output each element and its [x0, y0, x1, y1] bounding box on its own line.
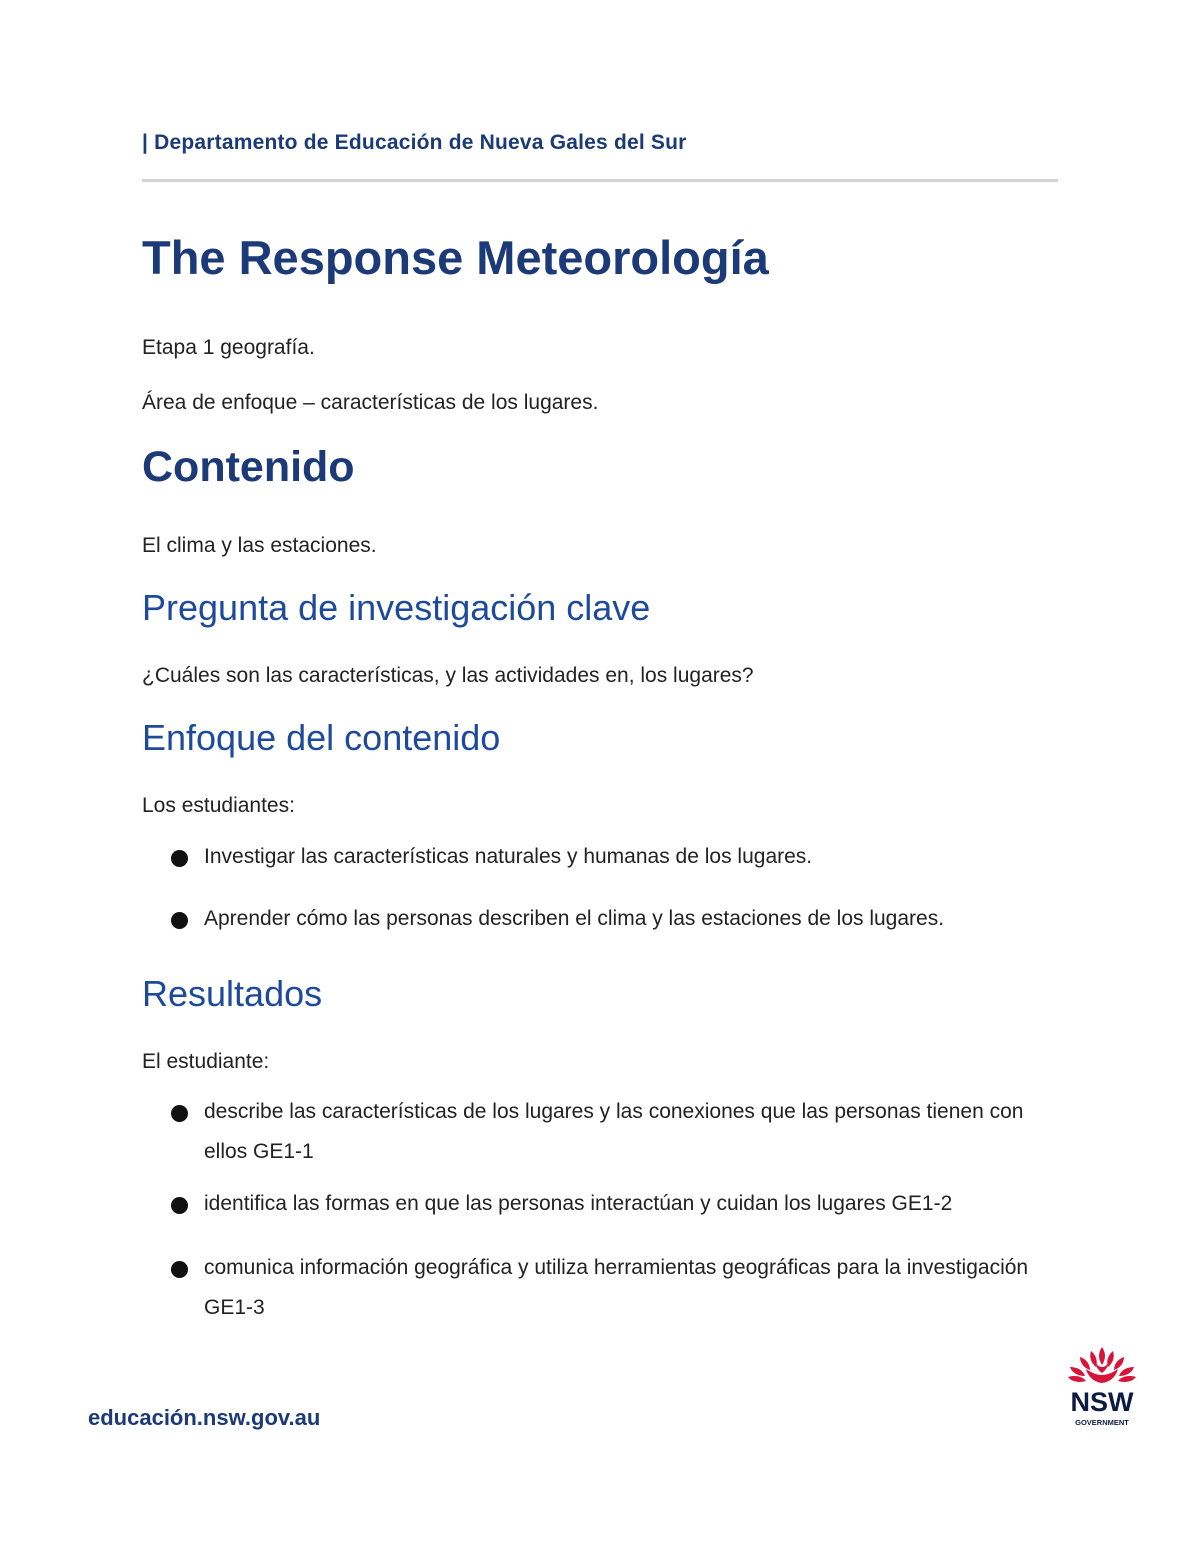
- list-item: identifica las formas en que las personas interactúan y cuidan los lugares GE1-2: [204, 1192, 953, 1215]
- bullet-icon: [171, 850, 188, 867]
- enfoque-intro: Los estudiantes:: [142, 794, 295, 817]
- enfoque-heading: Enfoque del contenido: [142, 717, 501, 758]
- contenido-text: El clima y las estaciones.: [142, 534, 377, 557]
- bullet-icon: [171, 1105, 188, 1122]
- website-link[interactable]: educación.nsw.gov.au: [88, 1405, 321, 1430]
- pregunta-heading: Pregunta de investigación clave: [142, 587, 651, 628]
- stage-text: Etapa 1 geografía.: [142, 336, 315, 359]
- pregunta-text: ¿Cuáles son las características, y las actividades en, los lugares?: [142, 664, 754, 687]
- list-item: Investigar las características naturales y humanas de los lugares.: [204, 845, 813, 868]
- contenido-heading: Contenido: [142, 443, 355, 491]
- resultados-heading: Resultados: [142, 973, 323, 1014]
- bullet-icon: [171, 1261, 188, 1278]
- resultados-intro: El estudiante:: [142, 1050, 270, 1073]
- focus-area-text: Área de enfoque – características de los lugares.: [142, 391, 599, 414]
- bullet-icon: [171, 1197, 188, 1214]
- nsw-waratah-logo-icon: [1058, 1345, 1146, 1435]
- department-header: | Departamento de Educación de Nueva Gales del Sur: [142, 131, 687, 154]
- list-item: Aprender cómo las personas describen el clima y las estaciones de los lugares.: [204, 907, 945, 930]
- government-logo-text: GOVERNMENT: [1075, 1418, 1129, 1427]
- nsw-logo-text: NSW: [1070, 1387, 1134, 1417]
- header-divider: [142, 179, 1058, 182]
- bullet-icon: [171, 912, 188, 929]
- page-title: The Response Meteorología: [142, 231, 769, 284]
- nsw-government-logo: [1058, 1345, 1146, 1435]
- list-item: describe las características de los lugares y las conexiones que las personas tienen con ellos GE1-1: [204, 1100, 1024, 1163]
- list-item: comunica información geográfica y utiliza herramientas geográficas para la investigación GE1-3: [204, 1256, 1029, 1319]
